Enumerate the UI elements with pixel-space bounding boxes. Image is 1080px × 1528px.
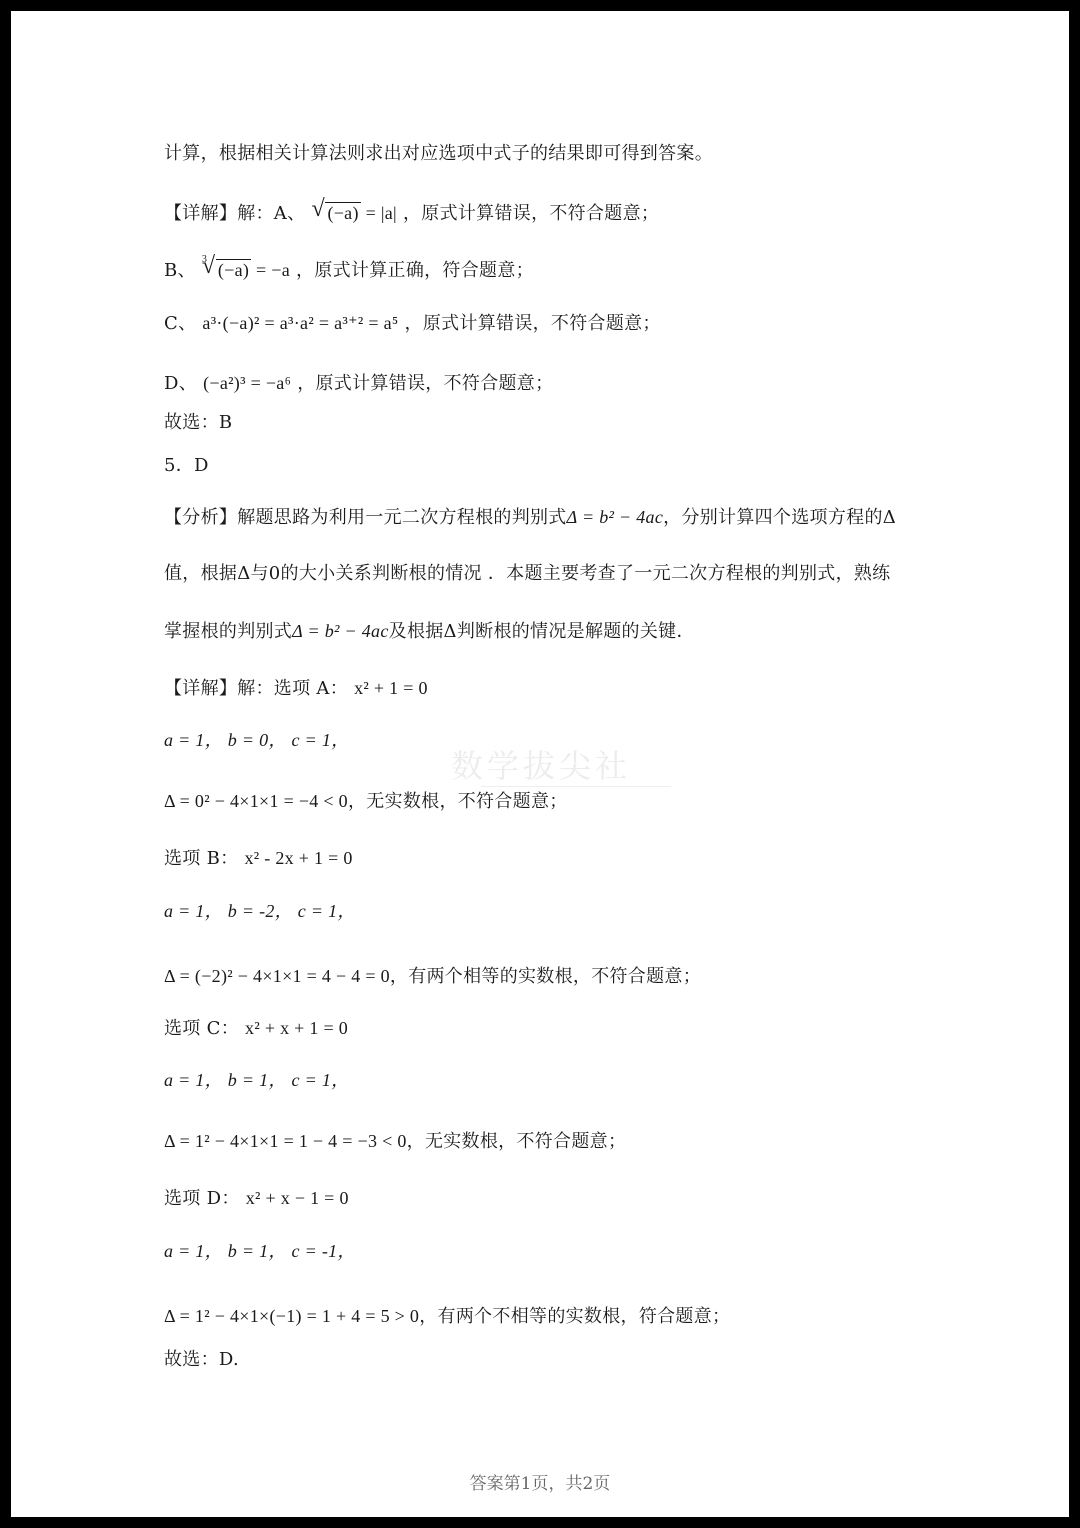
q4-a-formula: √ (−a) bbox=[311, 201, 360, 225]
q4-option-c bbox=[164, 311, 661, 336]
page-footer: 答案第1页，共2页 bbox=[469, 1474, 611, 1494]
delta-c: Δ = 1² − 4×1×1 = 1 − 4 = −3 < 0，无实数根，不符合题意； bbox=[164, 1131, 627, 1152]
watermark: 数学拔尖社 bbox=[451, 747, 632, 785]
q4-b-verdict: ，原式计算正确，符合题意； bbox=[296, 260, 534, 281]
delta-b: Δ = (−2)² − 4×1×1 = 4 − 4 = 0，有两个相等的实数根，不符合题意； bbox=[164, 966, 701, 987]
q4-a-verdict: ，原式计算错误，不符合题意； bbox=[402, 203, 660, 224]
delta-a: Δ = 0² − 4×1×1 = −4 < 0，无实数根，不符合题意； bbox=[164, 791, 568, 812]
discriminant-formula: Δ = b² − 4ac bbox=[566, 507, 664, 527]
q4-option-a: 【详解】解：A、 √ (−a) = |a| ，原式计算错误，不符合题意； bbox=[164, 201, 659, 226]
equation-a: x² + 1 = 0 bbox=[354, 678, 428, 698]
q4-option-b: B、 √ 3 (−a) = −a ，原式计算正确，符合题意； bbox=[164, 258, 534, 283]
q5-option-c: 选项 C： x² + x + 1 = 0 bbox=[164, 1018, 349, 1039]
coefficients-b: a = 1， b = -2， c = 1， bbox=[164, 901, 356, 921]
equation-b: x² - 2x + 1 = 0 bbox=[244, 848, 353, 868]
intro-line: 计算，根据相关计算法则求出对应选项中式子的结果即可得到答案。 bbox=[164, 143, 713, 164]
q4-d-formula: (−a²)³ = −a⁶ bbox=[203, 373, 292, 393]
coefficients-c: a = 1， b = 1， c = 1， bbox=[164, 1070, 350, 1090]
q5-option-d: 选项 D： x² + x − 1 = 0 bbox=[164, 1188, 349, 1209]
q4-detail-label: 【详解】解：A、 bbox=[164, 203, 306, 224]
q4-d-verdict: ，原式计算错误，不符合题意； bbox=[297, 373, 554, 394]
equation-d: x² + x − 1 = 0 bbox=[245, 1188, 349, 1208]
q4-d-label: D、 bbox=[164, 373, 198, 394]
q5-option-a: 【详解】解：选项 A： x² + 1 = 0 bbox=[164, 678, 428, 699]
q4-answer: 故选：B bbox=[164, 412, 233, 433]
q4-c-formula: a³·(−a)² = a³·a² = a³⁺² = a⁵ bbox=[202, 313, 399, 333]
coefficients-a: a = 1， b = 0， c = 1， bbox=[164, 730, 350, 750]
coefficients-d: a = 1， b = 1， c = -1， bbox=[164, 1241, 356, 1261]
q5-header: 5．D bbox=[164, 455, 209, 476]
q5-analysis-line-1: 【分析】解题思路为利用一元二次方程根的判别式Δ = b² − 4ac，分别计算四个选项方程的Δ bbox=[164, 507, 897, 528]
answer-page bbox=[11, 11, 1069, 1517]
discriminant-formula-2: Δ = b² − 4ac bbox=[292, 621, 389, 641]
q4-b-label: B、 bbox=[164, 260, 196, 281]
delta-d: Δ = 1² − 4×1×(−1) = 1 + 4 = 5 > 0，有两个不相等的实数根，符合题意； bbox=[164, 1306, 731, 1327]
equation-c: x² + x + 1 = 0 bbox=[245, 1018, 349, 1038]
q5-analysis-line-2: 值，根据Δ与0的大小关系判断根的情况 ．本题主要考查了一元二次方程根的判别式，熟练 bbox=[164, 563, 891, 584]
q4-option-d bbox=[164, 371, 553, 396]
q5-option-b: 选项 B： x² - 2x + 1 = 0 bbox=[164, 848, 353, 869]
q4-c-verdict: ，原式计算错误，不符合题意； bbox=[404, 313, 661, 334]
q5-answer: 故选：D. bbox=[164, 1349, 240, 1370]
q4-c-label: C、 bbox=[164, 313, 197, 334]
q5-analysis-line-3: 掌握根的判别式Δ = b² − 4ac及根据Δ判断根的情况是解题的关键． bbox=[164, 621, 695, 642]
watermark-underline bbox=[481, 786, 671, 787]
q4-b-formula: √ 3 (−a) bbox=[202, 258, 251, 282]
